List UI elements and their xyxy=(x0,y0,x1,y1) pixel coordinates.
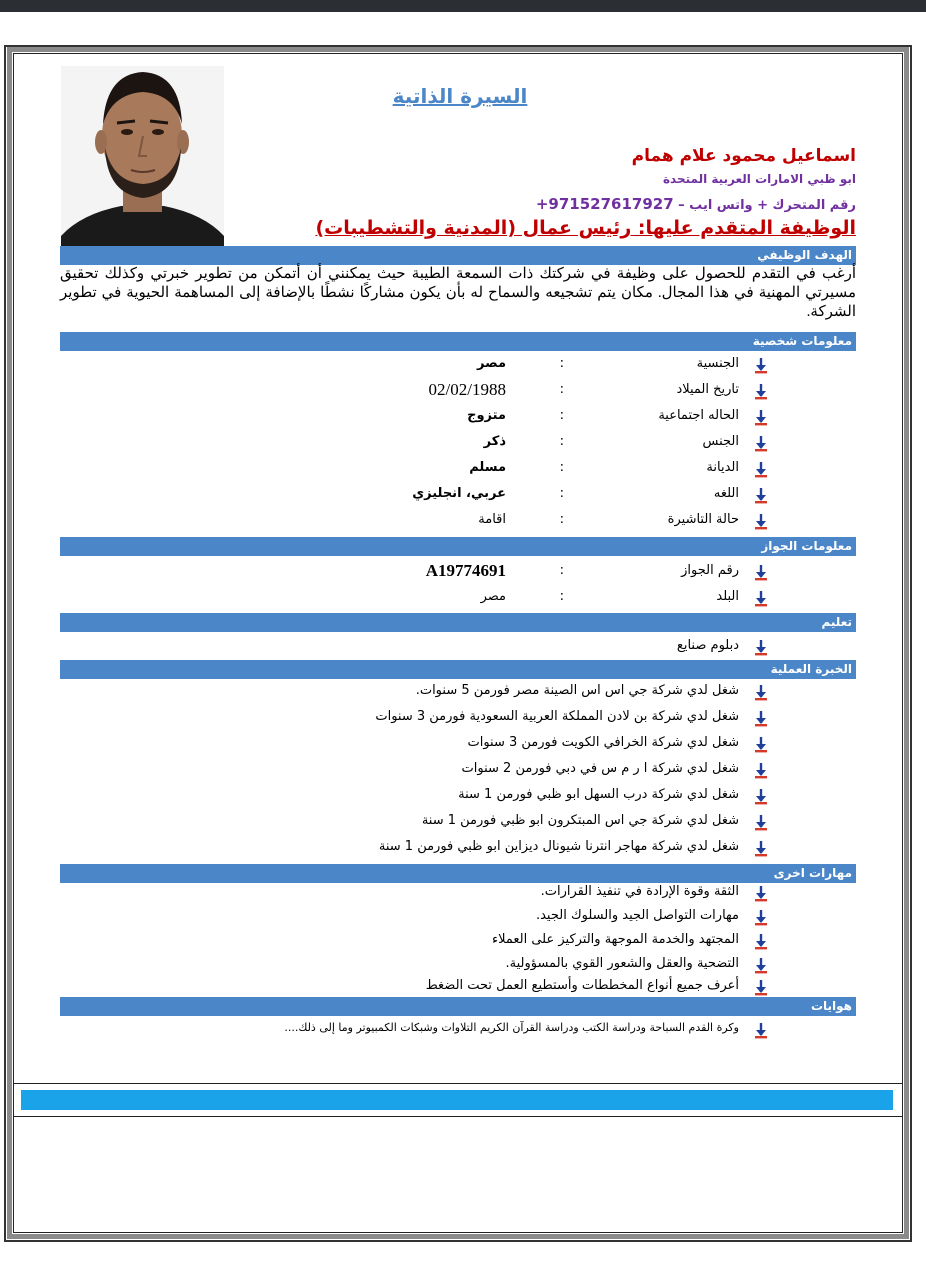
experience-text: شغل لدي شركة ا ر م س في دبي فورمن 2 سنوات xyxy=(461,761,739,776)
bullet-arrow-icon xyxy=(752,564,770,582)
bullet-arrow-icon xyxy=(752,885,770,903)
personal-value: عربي، انجليزي xyxy=(412,486,506,501)
personal-row xyxy=(60,406,856,430)
bullet-arrow-icon xyxy=(752,710,770,728)
personal-row xyxy=(60,484,856,508)
footer-rule-top xyxy=(13,1083,903,1084)
colon-separator: : xyxy=(559,460,564,475)
personal-label: الجنسية xyxy=(696,356,739,371)
page-title: السيرة الذاتية xyxy=(392,84,528,108)
passport-value: مصر xyxy=(480,589,506,604)
skills-text: أعرف جميع أنواع المخططات وأستطيع العمل تحت الضغط xyxy=(425,978,739,993)
candidate-location: ابو ظبي الامارات العربية المتحدة xyxy=(662,172,856,186)
skills-text: مهارات التواصل الجيد والسلوك الجيد. xyxy=(535,908,739,923)
section-education-header: تعليم xyxy=(60,613,856,632)
personal-row xyxy=(60,458,856,482)
personal-value: متزوج xyxy=(467,408,506,423)
personal-value: مصر xyxy=(477,356,506,371)
bullet-arrow-icon xyxy=(752,762,770,780)
experience-text: شغل لدي شركة جي اس اس الصينة مصر فورمن 5 سنوات. xyxy=(415,683,739,698)
colon-separator: : xyxy=(559,356,564,371)
experience-text: شغل لدي شركة بن لادن المملكة العربية السعودية فورمن 3 سنوات xyxy=(375,709,739,724)
bullet-arrow-icon xyxy=(752,513,770,531)
colon-separator: : xyxy=(559,512,564,527)
skills-item xyxy=(60,882,856,906)
section-objective-header: الهدف الوظيفي xyxy=(60,246,856,265)
experience-item xyxy=(60,811,856,835)
bullet-arrow-icon xyxy=(752,909,770,927)
candidate-name: اسماعيل محمود علام همام xyxy=(631,146,856,166)
education-text: دبلوم صنايع xyxy=(676,638,739,653)
colon-separator: : xyxy=(559,486,564,501)
bullet-arrow-icon xyxy=(752,357,770,375)
personal-value: اقامة xyxy=(478,512,506,527)
colon-separator: : xyxy=(559,563,564,578)
personal-label: اللغه xyxy=(713,486,739,501)
skills-text: المجتهد والخدمة الموجهة والتركيز على العملاء xyxy=(491,932,739,947)
hobbies-text: وكرة القدم السباحة ودراسة الكتب ودراسة القرآن الكريم التلاوات وشبكات الكمبيوتر وما إلى ذلك.... xyxy=(284,1021,739,1034)
passport-row xyxy=(60,587,856,611)
top-dark-bar xyxy=(0,0,926,12)
bullet-arrow-icon xyxy=(752,590,770,608)
personal-value: ذكر xyxy=(483,434,506,449)
bullet-arrow-icon xyxy=(752,461,770,479)
profile-photo xyxy=(61,66,224,265)
colon-separator: : xyxy=(559,434,564,449)
bullet-arrow-icon xyxy=(752,788,770,806)
footer-rule-bottom xyxy=(13,1116,903,1117)
skills-text: التضحية والعقل والشعور القوي بالمسؤولية. xyxy=(505,956,739,971)
bullet-arrow-icon xyxy=(752,639,770,657)
passport-value: A19774691 xyxy=(425,561,506,580)
bullet-arrow-icon xyxy=(752,736,770,754)
personal-row xyxy=(60,380,856,404)
personal-label: الجنس xyxy=(702,434,739,449)
phone-label: رقم المتحرك + واتس ايب – xyxy=(678,198,856,213)
skills-text: الثقة وقوة الإرادة في تنفيذ القرارات. xyxy=(540,884,739,899)
bullet-arrow-icon xyxy=(752,409,770,427)
footer-color-bar xyxy=(21,1090,893,1110)
bullet-arrow-icon xyxy=(752,435,770,453)
bullet-arrow-icon xyxy=(752,1022,770,1040)
skills-item xyxy=(60,906,856,930)
personal-label: حالة التاشيرة xyxy=(667,512,739,527)
experience-text: شغل لدي شركة مهاجر انترنا شيونال ديزاين ابو ظبي فورمن 1 سنة xyxy=(378,839,739,854)
bullet-arrow-icon xyxy=(752,814,770,832)
experience-item xyxy=(60,707,856,731)
job-title: الوظيفة المتقدم عليها: رئيس عمال (المدنية والتشطيبات) xyxy=(315,217,856,239)
experience-item xyxy=(60,759,856,783)
skills-item xyxy=(60,954,856,978)
personal-label: الديانة xyxy=(706,460,739,475)
passport-label: البلد xyxy=(716,589,739,604)
section-experience-header: الخبرة العملية xyxy=(60,660,856,679)
bullet-arrow-icon xyxy=(752,840,770,858)
bullet-arrow-icon xyxy=(752,979,770,997)
section-passport-header: معلومات الجواز xyxy=(60,537,856,556)
personal-row xyxy=(60,354,856,378)
bullet-arrow-icon xyxy=(752,383,770,401)
experience-item xyxy=(60,785,856,809)
experience-item xyxy=(60,837,856,861)
section-personal-header: معلومات شخصية xyxy=(60,332,856,351)
colon-separator: : xyxy=(559,382,564,397)
experience-item xyxy=(60,733,856,757)
colon-separator: : xyxy=(559,408,564,423)
bullet-arrow-icon xyxy=(752,684,770,702)
bullet-arrow-icon xyxy=(752,933,770,951)
personal-label: الحاله اجتماعية xyxy=(658,408,739,423)
passport-label: رقم الجواز xyxy=(681,563,739,578)
contact-line xyxy=(536,195,856,213)
section-skills-header: مهارات اخرى xyxy=(60,864,856,883)
personal-value: مسلم xyxy=(469,460,506,475)
experience-text: شغل لدي شركة درب السهل ابو ظبي فورمن 1 سنة xyxy=(458,787,739,802)
objective-text: أرغب في التقدم للحصول على وظيفة في شركتك ذات السمعة الطيبة حيث يمكنني أن أتمكن من تطوير خبرتي وكذلك تحقيق مسيرتي المهنية في هذا المجال. مكان يتم تشجيعه والسماح له بأن يكون مشاركًا نشطًا بالإضافة إلى المساهمة الحيوية في تطوير الشركة. xyxy=(60,266,856,320)
experience-item xyxy=(60,681,856,705)
personal-row xyxy=(60,510,856,534)
phone-number: +971527617927 xyxy=(535,195,674,213)
personal-row xyxy=(60,432,856,456)
passport-row xyxy=(60,561,856,585)
section-hobbies-header: هوايات xyxy=(60,997,856,1016)
bullet-arrow-icon xyxy=(752,487,770,505)
education-item xyxy=(60,636,856,660)
experience-text: شغل لدي شركة الخرافي الكويت فورمن 3 سنوات xyxy=(467,735,739,750)
personal-value: 02/02/1988 xyxy=(428,380,506,399)
skills-item xyxy=(60,930,856,954)
hobbies-item xyxy=(60,1019,856,1043)
colon-separator: : xyxy=(559,589,564,604)
experience-text: شغل لدي شركة جي اس المبتكرون ابو ظبي فورمن 1 سنة xyxy=(421,813,739,828)
bullet-arrow-icon xyxy=(752,957,770,975)
personal-label: تاريخ الميلاد xyxy=(676,382,739,397)
